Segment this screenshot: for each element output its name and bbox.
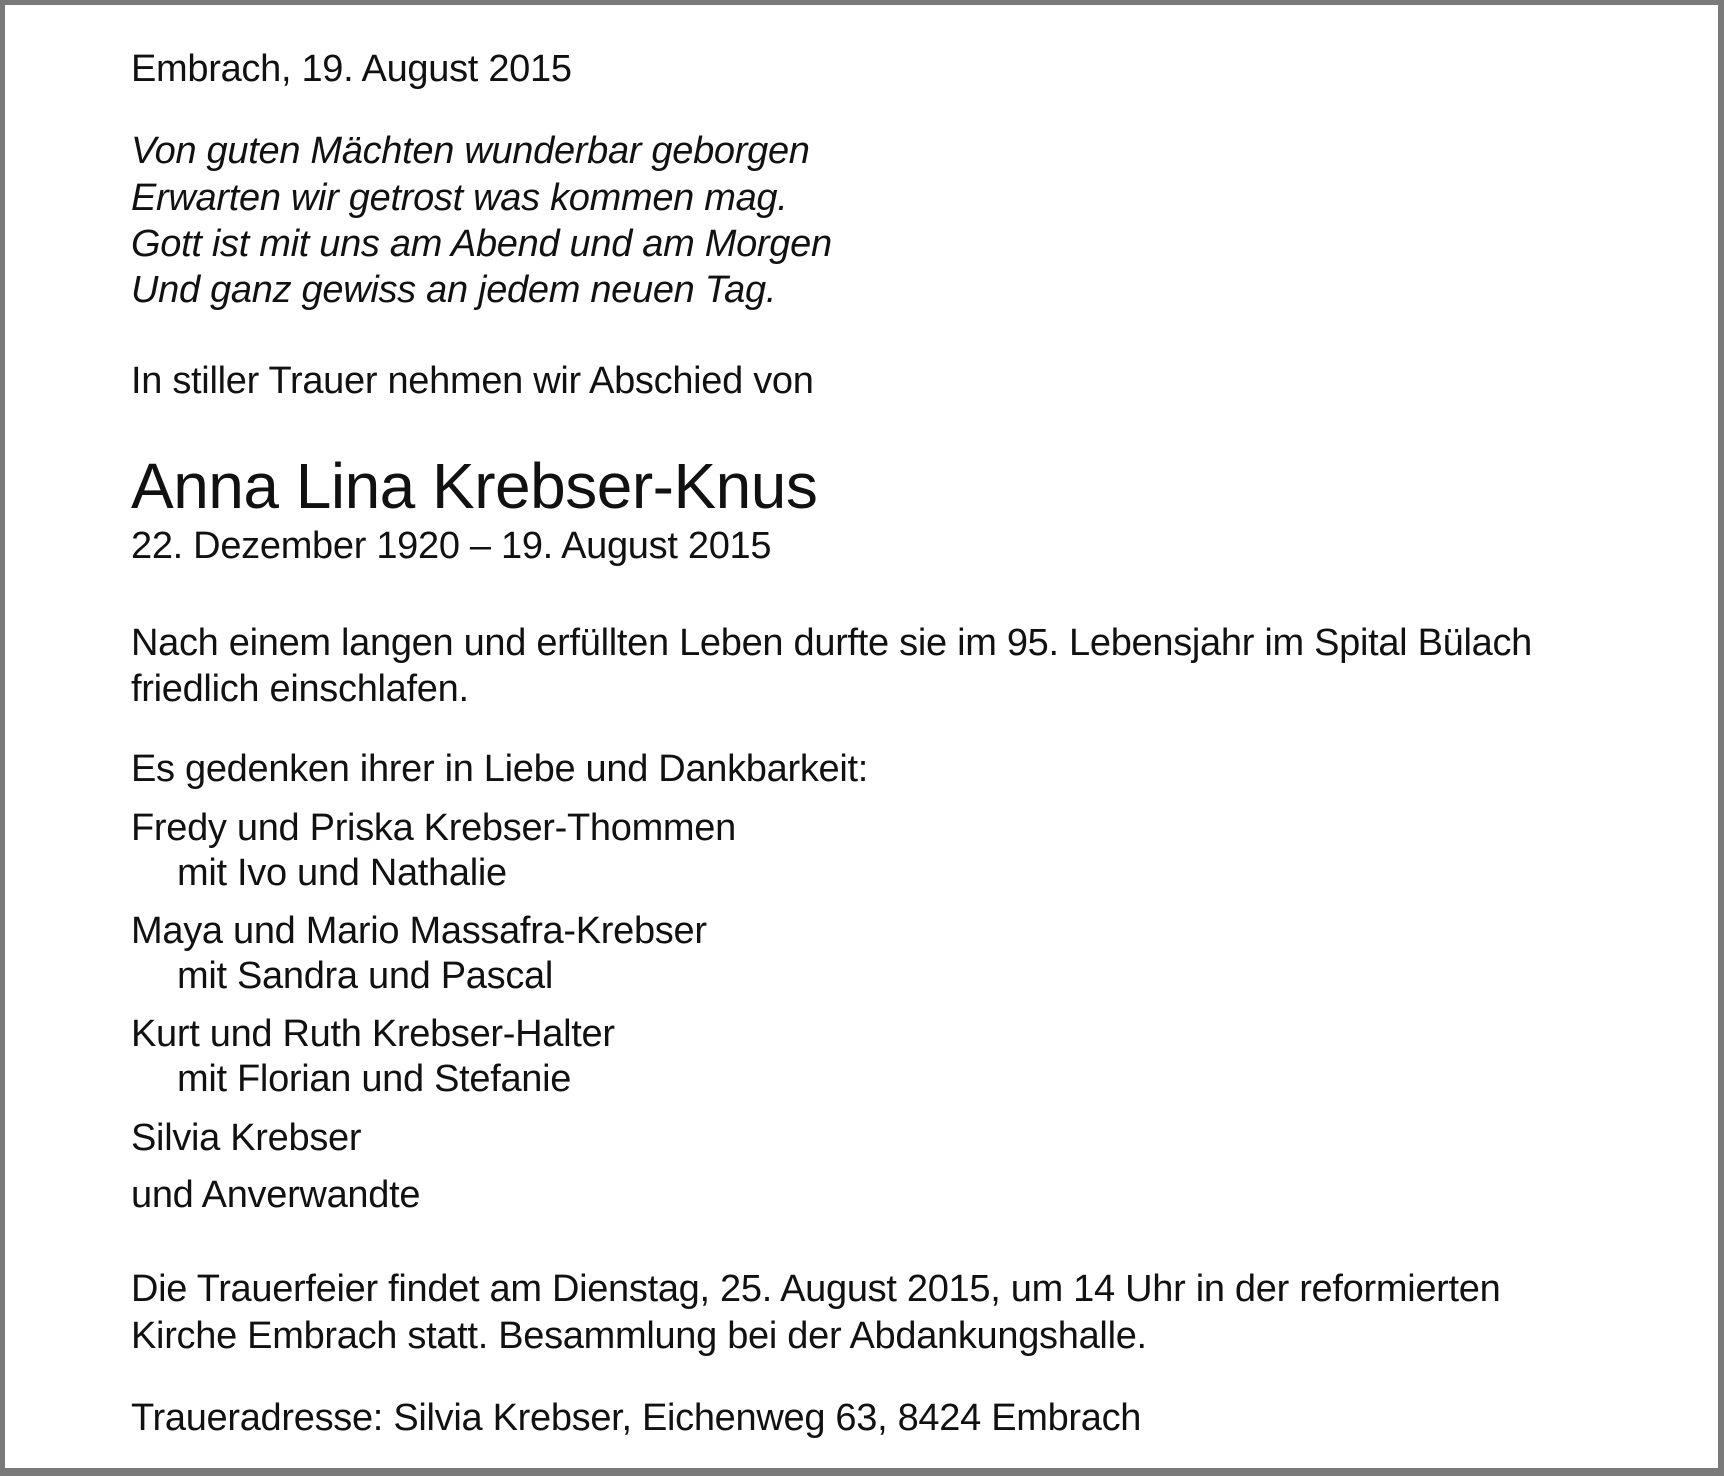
mourner-family: Maya und Mario Massafra-Krebser [131,910,707,952]
poem-line: Gott ist mit uns am Abend und am Morgen [131,223,832,265]
mourner-children: mit Sandra und Pascal [177,955,554,997]
mourner-children: mit Ivo und Nathalie [177,852,507,894]
poem-line: Von guten Mächten wunderbar geborgen [131,130,810,172]
deceased-dates: 22. Dezember 1920 – 19. August 2015 [131,525,772,567]
mourner-relatives: und Anverwandte [131,1174,421,1216]
message-line: Nach einem langen und erfüllten Leben durfte sie im 95. Lebensjahr im Spital Bülach [131,622,1532,664]
service-line: Kirche Embrach statt. Besammlung bei der Abdankungshalle. [131,1315,1147,1357]
message-line: friedlich einschlafen. [131,668,469,710]
intro-text: In stiller Trauer nehmen wir Abschied von [131,360,814,402]
poem-line: Und ganz gewiss an jedem neuen Tag. [131,269,777,311]
deceased-name: Anna Lina Krebser-Knus [131,450,818,522]
mourner-family: Silvia Krebser [131,1117,362,1159]
mourner-family: Fredy und Priska Krebser-Thommen [131,807,736,849]
obituary-notice [5,5,1718,1468]
mourners-intro: Es gedenken ihrer in Liebe und Dankbarkeit: [131,748,869,790]
mourner-family: Kurt und Ruth Krebser-Halter [131,1013,615,1055]
poem-line: Erwarten wir getrost was kommen mag. [131,177,788,219]
service-line: Die Trauerfeier findet am Dienstag, 25. August 2015, um 14 Uhr in der reformierten [131,1268,1501,1310]
place-date: Embrach, 19. August 2015 [131,48,572,90]
mourning-address: Traueradresse: Silvia Krebser, Eichenweg 63, 8424 Embrach [131,1397,1142,1439]
mourner-children: mit Florian und Stefanie [177,1058,572,1100]
